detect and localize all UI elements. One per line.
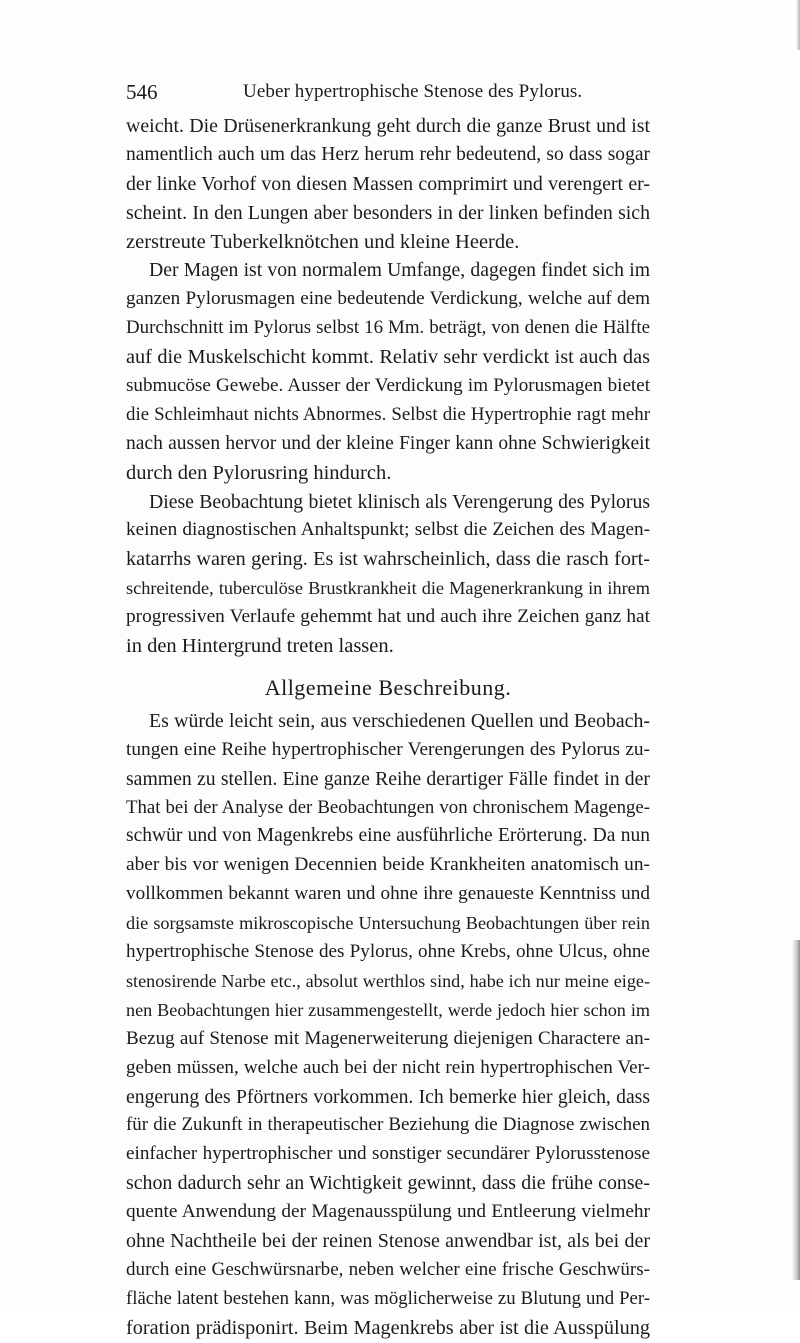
- running-head: [126, 80, 686, 110]
- text-line: für die Zukunft in therapeutischer Beziehung die Diagnose zwischen: [126, 1114, 650, 1136]
- text-line: die sorgsamste mikroscopische Untersuchung Beobachtungen über rein: [126, 913, 650, 934]
- page-number: 546: [126, 80, 158, 104]
- text-line: schon dadurch sehr an Wichtigkeit gewinnt, dass die frühe conse-: [126, 1172, 650, 1195]
- text-line: foration prädisponirt. Beim Magenkrebs aber ist die Ausspülung: [126, 1316, 650, 1339]
- section-heading: Allgemeine Beschreibung.: [264, 674, 512, 700]
- text-line: scheint. In den Lungen aber besonders in der linken befinden sich: [126, 201, 650, 224]
- text-line: nen Beobachtungen hier zusammengestellt, werde jedoch hier schon im: [126, 999, 650, 1020]
- text-line: stenosirende Narbe etc., absolut werthlos sind, habe ich nur meine eige-: [126, 970, 650, 991]
- text-line: geben müssen, welche auch bei der nicht rein hypertrophischen Ver-: [126, 1056, 650, 1078]
- running-title: Ueber hypertrophische Stenose des Pylorus.: [243, 81, 583, 102]
- text-line: quente Anwendung der Magenausspülung und Entleerung vielmehr: [126, 1201, 650, 1223]
- text-line: namentlich auch um das Herz herum rehr bedeutend, so dass sogar: [126, 143, 650, 165]
- text-line: Es würde leicht sein, aus verschiedenen Quellen und Beobach-: [149, 709, 650, 732]
- text-line: der linke Vorhof von diesen Massen comprimirt und verengert er-: [126, 172, 650, 195]
- text-line: progressiven Verlaufe gehemmt hat und auch ihre Zeichen ganz hat: [126, 606, 650, 628]
- text-line: submucöse Gewebe. Ausser der Verdickung im Pylorusmagen bietet: [126, 375, 650, 397]
- text-line: durch eine Geschwürsnarbe, neben welcher eine frische Geschwürs-: [126, 1258, 650, 1280]
- text-line: Bezug auf Stenose mit Magenerweiterung diejenigen Charactere an-: [126, 1027, 650, 1049]
- text-line: hypertrophische Stenose des Pylorus, ohne Krebs, ohne Ulcus, ohne: [126, 941, 650, 963]
- text-line: schwür und von Magenkrebs eine ausführliche Erörterung. Da nun: [126, 825, 650, 847]
- text-line: weicht. Die Drüsenerkrankung geht durch die ganze Brust und ist: [126, 115, 650, 137]
- text-line: auf die Muskelschicht kommt. Relativ sehr verdickt ist auch das: [126, 346, 650, 369]
- text-line: einfacher hypertrophischer und sonstiger secundärer Pylorusstenose: [126, 1143, 650, 1165]
- text-line: engerung des Pförtners vorkommen. Ich bemerke hier gleich, dass: [126, 1085, 650, 1108]
- text-line: aber bis vor wenigen Decennien beide Krankheiten anatomisch un-: [126, 854, 650, 876]
- text-line: That bei der Analyse der Beobachtungen von chronischem Magenge-: [126, 796, 650, 818]
- text-line: zerstreute Tuberkelknötchen und kleine Heerde.: [126, 230, 520, 253]
- text-line: ohne Nachtheile bei der reinen Stenose anwendbar ist, als bei der: [126, 1229, 650, 1252]
- text-line: fläche latent bestehen kann, was möglicherweise zu Blutung und Per-: [126, 1287, 650, 1309]
- text-line: nach aussen hervor und der kleine Finger kann ohne Schwierigkeit: [126, 432, 650, 454]
- text-line: Diese Beobachtung bietet klinisch als Verengerung des Pylorus: [149, 490, 650, 513]
- page-edge-shadow-top: [796, 0, 800, 50]
- text-line: durch den Pylorusring hindurch.: [126, 461, 392, 484]
- page-edge-shadow: [792, 940, 800, 1280]
- text-line: Der Magen ist von normalem Umfange, dagegen findet sich im: [149, 259, 650, 282]
- text-line: tungen eine Reihe hypertrophischer Verengerungen des Pylorus zu-: [126, 738, 650, 760]
- body-text: [126, 112, 650, 1343]
- text-line: sammen zu stellen. Eine ganze Reihe derartiger Fälle findet in der: [126, 767, 650, 790]
- text-line: Durchschnitt im Pylorus selbst 16 Mm. beträgt, von denen die Hälfte: [126, 317, 650, 339]
- text-line: keinen diagnostischen Anhaltspunkt; selbst die Zeichen des Magen-: [126, 519, 650, 541]
- text-line: vollkommen bekannt waren und ohne ihre genaueste Kenntniss und: [126, 883, 650, 905]
- text-line: katarrhs waren gering. Es ist wahrscheinlich, dass die rasch fort-: [126, 548, 650, 571]
- text-line: die Schleimhaut nichts Abnormes. Selbst die Hypertrophie ragt mehr: [126, 403, 650, 425]
- text-line: ganzen Pylorusmagen eine bedeutende Verdickung, welche auf dem: [126, 288, 650, 310]
- text-line: in den Hintergrund treten lassen.: [126, 635, 394, 658]
- text-line: schreitende, tuberculöse Brustkrankheit die Magenerkrankung in ihrem: [126, 578, 650, 599]
